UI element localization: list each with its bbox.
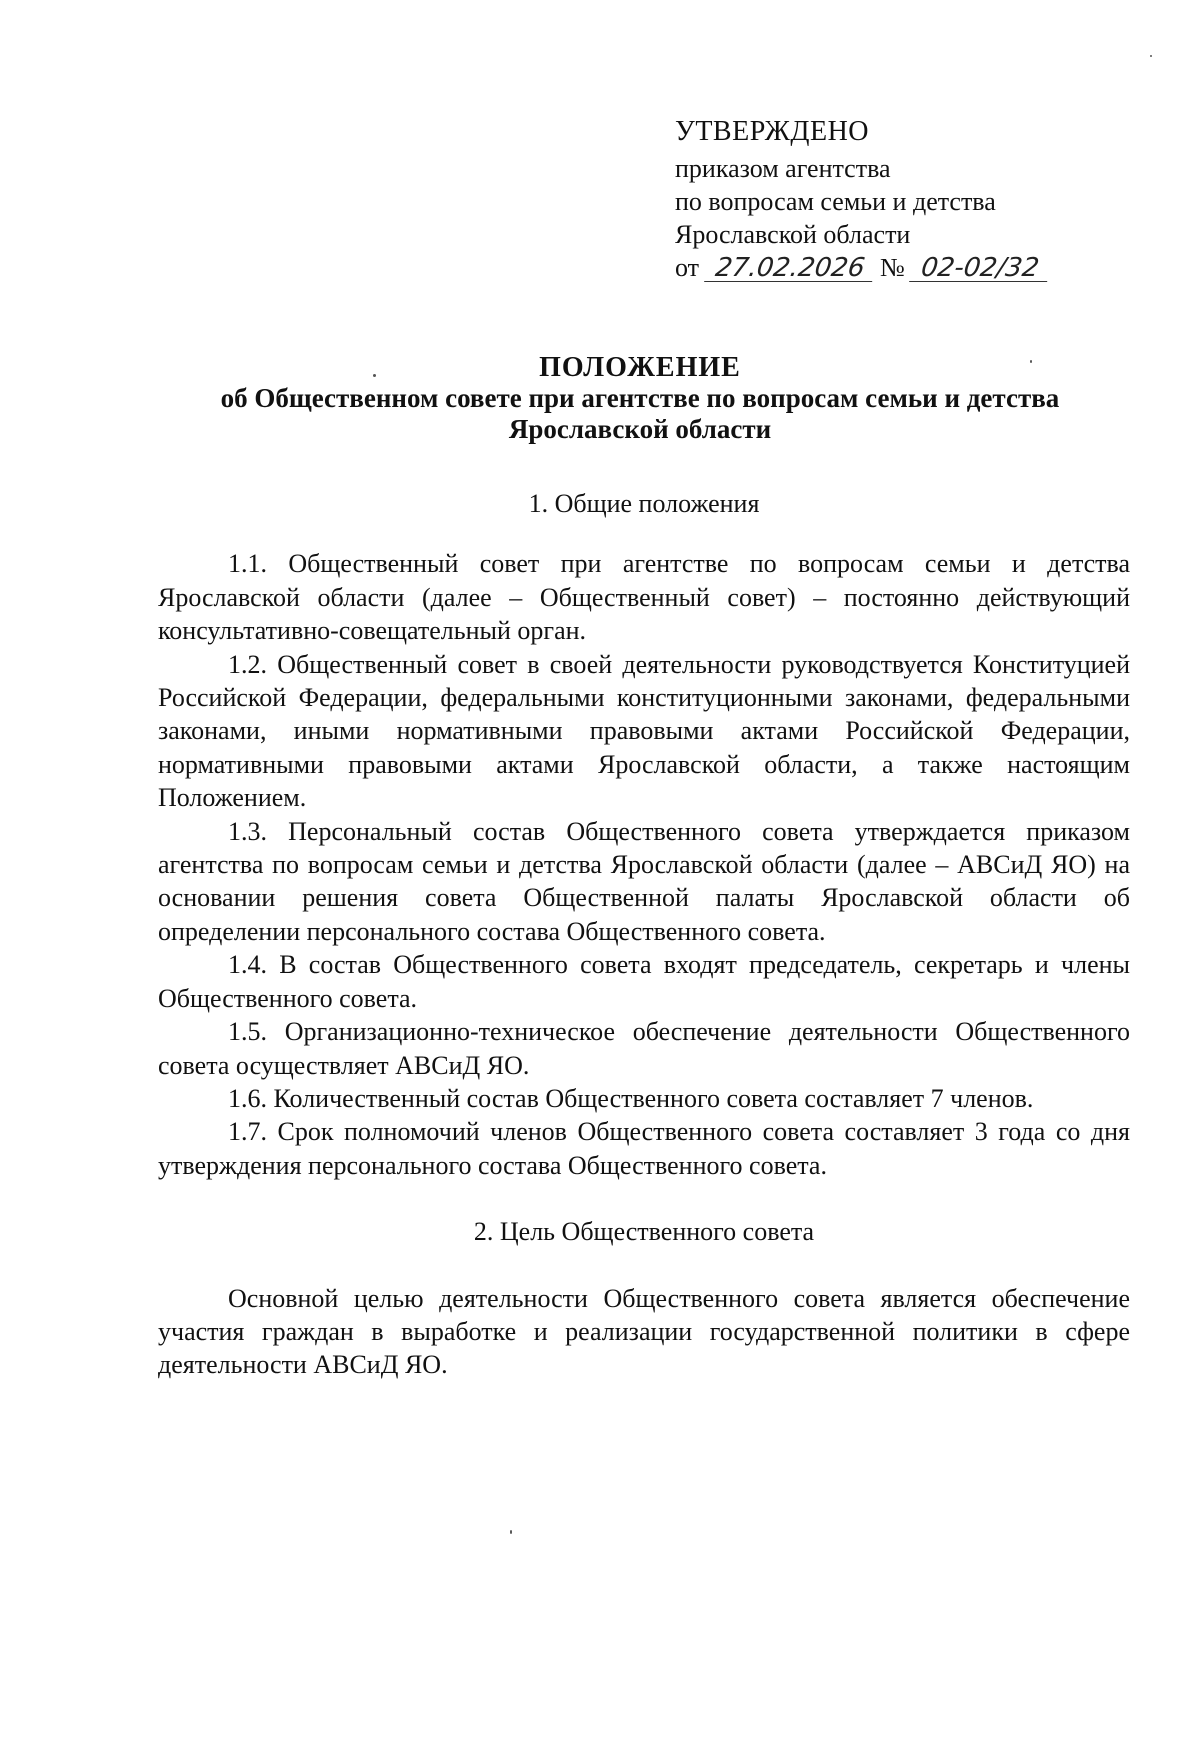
scan-speck bbox=[510, 1530, 512, 1534]
document-subtitle-line: об Общественном совете при агентстве по вопросам семьи и детства bbox=[220, 383, 1060, 413]
handwritten-date: 27.02.2026 bbox=[704, 255, 876, 282]
paragraph: 1.3. Персональный состав Общественного совета утверждается приказом агентства по вопросам семьи и детства Ярославской области (далее – АВСиД ЯО) на основании решения совета Общественной палаты Ярославской области об определении персонального состава Общественного совета. bbox=[158, 816, 1130, 946]
approval-line: Ярославской области bbox=[675, 220, 911, 249]
paragraph: 1.4. В состав Общественного совета входят председатель, секретарь и члены Общественного совета. bbox=[158, 950, 1130, 1013]
paragraph: Основной целью деятельности Общественного совета является обеспечение участия граждан в выработке и реализации государственной политики в сфере деятельности АВСиД ЯО. bbox=[158, 1283, 1130, 1380]
approval-date-number-line bbox=[675, 251, 1115, 284]
document-body bbox=[158, 487, 1130, 1382]
number-prefix: № bbox=[880, 253, 905, 282]
paragraph: 1.1. Общественный совет при агентстве по вопросам семьи и детства Ярославской области (далее – Общественный совет) – постоянно действующий консультативно-совещательный орган. bbox=[158, 549, 1130, 646]
handwritten-number: 02-02/32 bbox=[909, 255, 1051, 282]
approval-block bbox=[675, 115, 1115, 284]
scan-speck bbox=[373, 374, 376, 377]
paragraph: 1.5. Организационно-техническое обеспечение деятельности Общественного совета осуществляет АВСиД ЯО. bbox=[158, 1017, 1130, 1080]
paragraph: 1.2. Общественный совет в своей деятельности руководствуется Конституцией Российской Федерации, федеральными конституционными законами, федеральными законами, иными нормативными правовыми актами Российской Федерации, нормативными правовыми актами Ярославской области, а также настоящим Положением. bbox=[158, 649, 1130, 813]
paragraph: 1.7. Срок полномочий членов Общественного совета составляет 3 года со дня утверждения персонального состава Общественного совета. bbox=[158, 1117, 1130, 1180]
document-heading bbox=[150, 352, 1130, 445]
date-prefix: от bbox=[675, 253, 700, 282]
document-title: ПОЛОЖЕНИЕ bbox=[539, 352, 741, 383]
section-title: 1. Общие положения bbox=[528, 489, 760, 518]
approval-title: УТВЕРЖДЕНО bbox=[675, 116, 870, 147]
approval-line: по вопросам семьи и детства bbox=[675, 187, 996, 216]
scan-speck bbox=[1150, 55, 1152, 57]
scan-speck bbox=[1030, 360, 1032, 363]
paragraph: 1.6. Количественный состав Общественного совета составляет 7 членов. bbox=[228, 1083, 1034, 1113]
approval-line: приказом агентства bbox=[675, 154, 891, 183]
document-subtitle-line: Ярославской области bbox=[508, 414, 772, 444]
section-title: 2. Цель Общественного совета bbox=[473, 1217, 815, 1247]
